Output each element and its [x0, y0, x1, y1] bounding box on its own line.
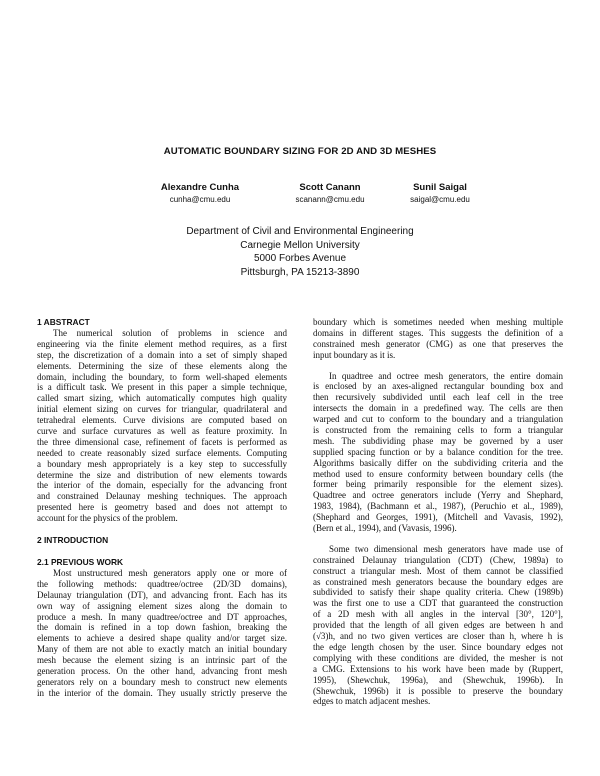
text-line: of a 2D mesh with all angles in the interval [30°, 120°], [313, 609, 563, 620]
text-line: former being primarily responsible for the element sizes). [313, 479, 563, 490]
text-line: generation process. On the other hand, advancing front mesh [37, 666, 287, 677]
text-line: warped and cut to conform to the boundary and a triangulation [313, 414, 563, 425]
affiliation-line: Pittsburgh, PA 15213-3890 [240, 266, 360, 278]
section-heading: 1 ABSTRACT [37, 317, 90, 327]
text-line: (Shewchuk, 1996b) it is possible to preserve the boundary [313, 685, 563, 696]
text-line: 1995), (Shewchuk, 1996a), and (Shewchuk, 1996b). In [313, 674, 563, 685]
text-line: intersects the domain in a predefined way. The cells are then [313, 403, 563, 414]
text-line: step, the discretization of a domain into a set of simply shaped [37, 349, 287, 360]
section-heading: 2 INTRODUCTION [37, 535, 109, 546]
right-column [313, 317, 563, 707]
text-line: Delaunay triangulation (DT), and advancing front. Each has its [37, 589, 287, 600]
text-line: (Bern et al., 1994), and (Vavasis, 1996). [313, 523, 457, 534]
text-line: (Shephard and Georges, 1991), (Mitchell and Vavasis, 1992), [313, 512, 563, 523]
text-line: in the interior of the domain. They usually strictly preserve the [37, 687, 287, 698]
text-line: the interior of the domain, especially for the advancing front [37, 480, 287, 491]
text-line: is constructed from the remaining cells to form a triangular [313, 425, 563, 436]
text-line: Quadtree and octree generators include (Yerry and Shephard, [313, 490, 563, 501]
text-line: method used to ensure conformity between boundary cells (the [313, 468, 563, 479]
text-line: The numerical solution of problems in science and [53, 328, 287, 338]
affiliation-line: Carnegie Mellon University [240, 239, 360, 251]
text-line: own way of assigning element sizes along the domain to [37, 600, 287, 611]
text-line: engineering via the finite element method requires, as a first [37, 338, 287, 349]
text-line: the edge length chosen by the user. Since boundary edges not [313, 641, 563, 652]
paragraph [313, 317, 563, 361]
text-line: a CMG. Extensions to his work have been made by (Ruppert, [313, 663, 563, 674]
author-email: saigal@cmu.edu [410, 195, 470, 204]
text-line: elements to achieve a desired shape quality and/or target size. [37, 633, 287, 644]
author-email: cunha@cmu.edu [169, 195, 231, 204]
affiliation-line: 5000 Forbes Avenue [253, 253, 347, 265]
author-email: scanann@cmu.edu [295, 195, 365, 204]
text-line: Some two dimensional mesh generators have made use of [329, 543, 563, 554]
text-line: provided that the length of all given edges are between h and [313, 620, 563, 631]
affiliation-line: Department of Civil and Environmental Engineering [186, 226, 414, 237]
text-line: curve and surface curvatures as well as feature proximity. In [37, 426, 287, 437]
text-line: the domain is refined in a top down fashion, breaking the [37, 622, 287, 633]
text-line: needed to create reasonably sized surface elements. Computing [37, 447, 287, 458]
text-line: (√3)h, and no two given vertices are closer than h, where h is [313, 631, 563, 642]
text-line: the following methods: quadtree/octree (2D/3D domains), [37, 578, 287, 589]
text-line: In quadtree and octree mesh generators, the entire domain [329, 370, 563, 381]
text-line: constrained mesh generator (CMG) as one that preserves the [313, 338, 563, 349]
text-line: construct a triangular mesh. Most of them cannot be classified [313, 565, 563, 576]
text-line: supplied spacing function or by a balance condition for the tree. [313, 446, 563, 457]
text-line: then recursively subdivided until each leaf cell in the tree [313, 392, 563, 403]
text-line: domains in different stages. This suggests the definition of a [313, 327, 563, 338]
paragraph [37, 568, 287, 699]
text-line: was the first one to use a CDT that guaranteed the construction [313, 598, 563, 609]
text-line: domain, including the boundary, to form well-shaped elements [37, 371, 287, 382]
author-name: Sunil Saigal [413, 182, 467, 193]
paragraph [313, 544, 563, 707]
text-line: subdivided to satisfy their shape quality criteria. Chew (1989b) [313, 587, 563, 598]
text-line: produce a mesh. In many quadtree/octree and DT approaches, [37, 611, 287, 622]
paragraph [37, 328, 287, 524]
text-line: elements. Determining the size of these elements along the [37, 360, 287, 371]
text-line: tetrahedral elements. Curve divisions are computed based on [37, 415, 287, 426]
left-column [37, 317, 287, 699]
text-line: determine the size and distribution of new elements towards [37, 469, 287, 480]
text-line: 1983, 1984), (Bachmann et al., 1987), (Peruchio et al., 1989), [313, 501, 563, 512]
text-line: account for the physics of the problem. [37, 513, 178, 524]
author-name: Scott Canann [299, 182, 361, 193]
author-name: Alexandre Cunha [160, 182, 240, 193]
text-line: presented here is geometry based and does not attempt to [37, 502, 287, 513]
text-line: is a difficult task. We present in this paper a simple technique, [37, 382, 287, 393]
text-line: input boundary as it is. [313, 349, 396, 360]
author-block [125, 182, 275, 205]
paragraph [313, 371, 563, 534]
text-line: generators rely on a boundary mesh to construct new elements [37, 676, 287, 687]
paper-title: AUTOMATIC BOUNDARY SIZING FOR 2D AND 3D MESHES [163, 146, 437, 157]
text-line: called smart sizing, which automatically computes high quality [37, 393, 287, 404]
text-line: complying with these conditions are divided, the mesher is not [313, 652, 563, 663]
text-line: a boundary mesh appropriately is a key step to successfully [37, 458, 287, 469]
text-line: Algorithms basically differ on the subdividing criteria and the [313, 457, 563, 468]
author-block [365, 182, 515, 205]
text-line: constrained Delaunay triangulation (CDT) (Chew, 1989a) to [313, 554, 563, 565]
affiliation [0, 225, 600, 279]
text-line: Many of them are not able to exactly match an initial boundary [37, 644, 287, 655]
text-line: mesh. The subdividing phase may be governed by a user [313, 435, 563, 446]
text-line: Most unstructured mesh generators apply one or more of [53, 568, 287, 579]
text-line: as constrained mesh generators because the boundary edges are [313, 576, 563, 587]
text-line: and constrained Delaunay meshing techniques. The approach [37, 491, 287, 502]
text-line: the three dimensional case, refinement of facets is performed as [37, 436, 287, 447]
text-line: initial element sizing on curves for triangular, quadrilateral and [37, 404, 287, 415]
text-line: mesh because the element sizing is an intrinsic part of the [37, 655, 287, 666]
text-line: boundary which is sometimes needed when meshing multiple [313, 317, 563, 327]
text-line: edges to match adjacent meshes. [313, 696, 431, 707]
text-line: is enclosed by an axes-aligned rectangular bounding box and [313, 381, 563, 392]
section-heading: 2.1 PREVIOUS WORK [37, 557, 124, 568]
